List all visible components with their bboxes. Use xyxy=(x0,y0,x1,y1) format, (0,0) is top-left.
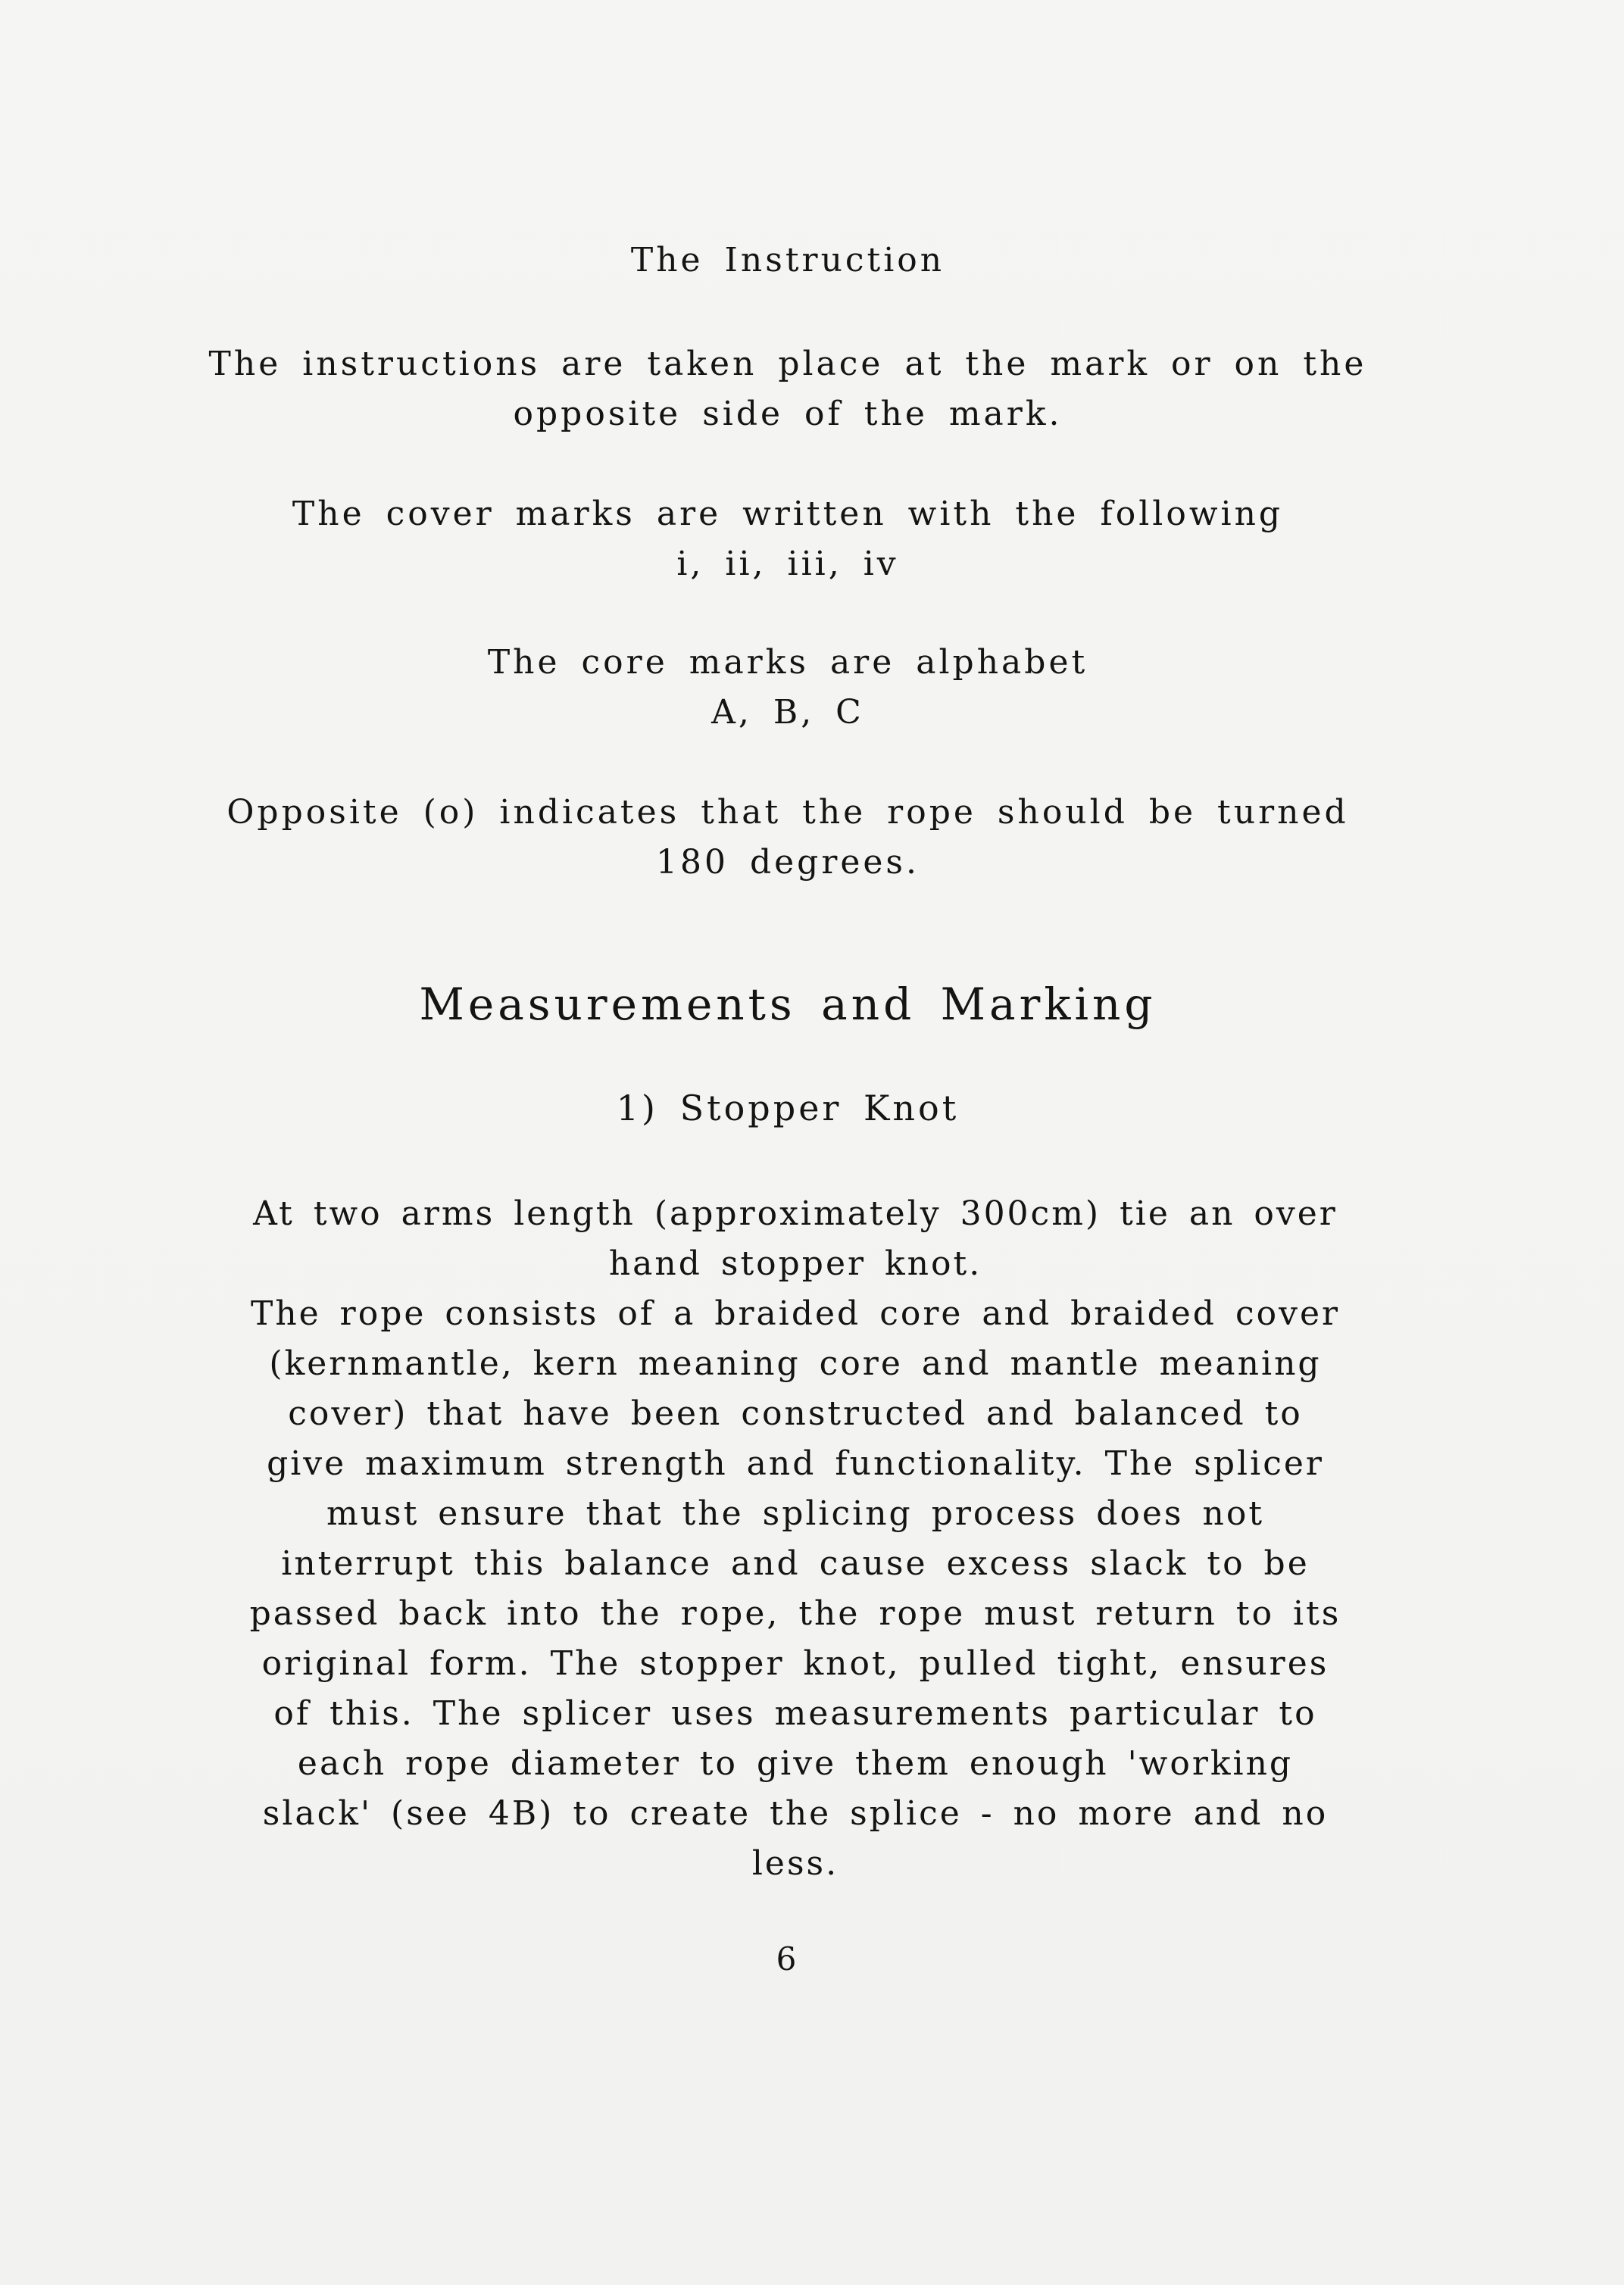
text-line: The instructions are taken place at the mark or on the xyxy=(208,345,1367,383)
instruction-paragraph-1 xyxy=(189,339,1386,439)
text-line: passed back into the rope, the rope must return to its xyxy=(249,1594,1341,1633)
text-line: hand stopper knot. xyxy=(608,1244,982,1283)
measurements-heading: Measurements and Marking xyxy=(419,979,1157,1030)
instruction-paragraph-3 xyxy=(189,638,1386,738)
text-line: original form. The stopper knot, pulled tight, ensures xyxy=(261,1644,1329,1683)
text-line: The rope consists of a braided core and braided cover xyxy=(250,1294,1341,1333)
text-line: i, ii, iii, iv xyxy=(676,545,899,583)
text-line: At two arms length (approximately 300cm) tie an over xyxy=(253,1194,1338,1233)
instruction-paragraph-4 xyxy=(189,788,1386,888)
text-line: opposite side of the mark. xyxy=(513,395,1063,433)
text-line: give maximum strength and functionality. The splicer xyxy=(267,1444,1324,1483)
text-line: of this. The splicer uses measurements particular to xyxy=(273,1694,1317,1733)
text-line: slack' (see 4B) to create the splice - no more and no xyxy=(262,1794,1329,1833)
text-line: Opposite (o) indicates that the rope should be turned xyxy=(226,793,1349,832)
text-line: 180 degrees. xyxy=(655,843,920,882)
text-line: The core marks are alphabet xyxy=(487,643,1088,682)
page-number: 6 xyxy=(776,1940,800,1978)
instruction-title: The Instruction xyxy=(630,241,945,279)
text-line: The cover marks are written with the following xyxy=(292,495,1284,533)
text-line: must ensure that the splicing process does not xyxy=(326,1494,1264,1533)
text-line: (kernmantle, kern meaning core and mantle meaning xyxy=(269,1344,1322,1383)
text-line: less. xyxy=(751,1844,839,1883)
text-line: A, B, C xyxy=(711,693,864,732)
stopper-knot-body xyxy=(220,1189,1371,1889)
text-line: interrupt this balance and cause excess slack to be xyxy=(281,1544,1310,1583)
text-line: each rope diameter to give them enough 'working xyxy=(297,1744,1294,1783)
stopper-knot-subheading: 1) Stopper Knot xyxy=(616,1088,960,1128)
instruction-paragraph-2 xyxy=(189,489,1386,589)
text-line: cover) that have been constructed and balanced to xyxy=(288,1394,1303,1433)
